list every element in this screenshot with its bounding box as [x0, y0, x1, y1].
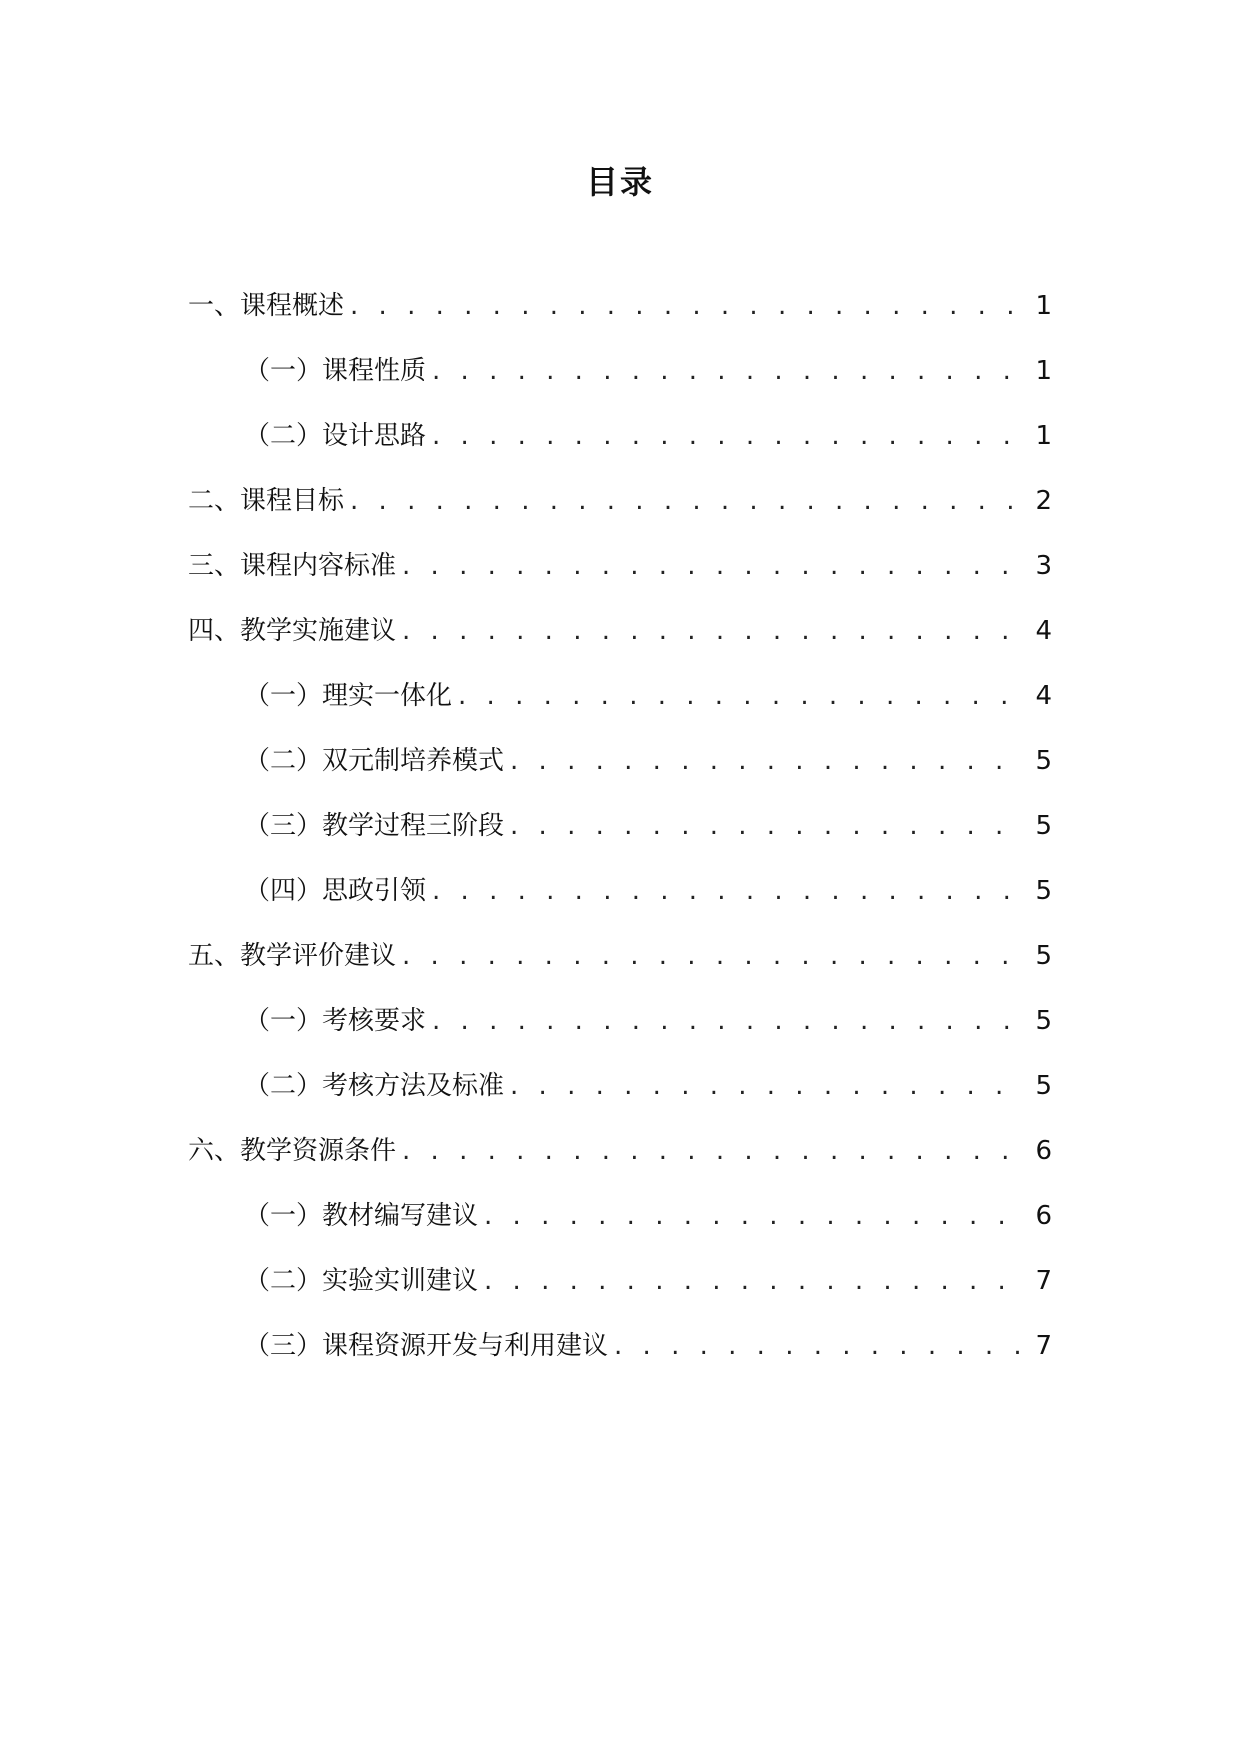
toc-entry[interactable] — [188, 938, 1052, 1003]
toc-page-number: 2 — [1035, 486, 1052, 516]
toc-entry[interactable] — [188, 483, 1052, 548]
toc-entry[interactable] — [188, 613, 1052, 678]
toc-subentry[interactable] — [188, 418, 1052, 483]
toc-subentry[interactable] — [188, 808, 1052, 873]
toc-entry-title: 五、教学评价建议 — [188, 941, 397, 971]
dot-leader — [510, 743, 1022, 779]
toc-subentry[interactable] — [188, 1068, 1052, 1133]
toc-entry[interactable] — [188, 288, 1052, 353]
toc-page-number: 1 — [1035, 291, 1052, 321]
dot-leader — [432, 1003, 1022, 1039]
toc-subentry[interactable] — [188, 1263, 1052, 1328]
toc-subentry[interactable] — [188, 353, 1052, 418]
dot-leader — [458, 678, 1022, 714]
toc-entry-title: 六、教学资源条件 — [188, 1136, 397, 1166]
toc-entry-title: 三、课程内容标准 — [188, 551, 397, 581]
toc-subentry[interactable] — [188, 873, 1052, 938]
dot-leader — [510, 1068, 1022, 1104]
toc-page-number: 5 — [1035, 876, 1052, 906]
dot-leader — [432, 418, 1022, 454]
toc-entry-title: （四）思政引领 — [244, 876, 427, 906]
dot-leader — [350, 483, 1022, 519]
toc-entry-title: 一、课程概述 — [188, 291, 345, 321]
toc-entry-title: （一）考核要求 — [244, 1006, 427, 1036]
toc-entry-title: （二）实验实训建议 — [244, 1266, 479, 1296]
page-title: 目录 — [585, 163, 654, 201]
toc-subentry[interactable] — [188, 1198, 1052, 1263]
toc-page-number: 3 — [1035, 551, 1052, 581]
toc-page-number: 5 — [1035, 941, 1052, 971]
toc-page-number: 4 — [1035, 616, 1052, 646]
dot-leader — [402, 1133, 1022, 1169]
toc-subentry[interactable] — [188, 1003, 1052, 1068]
toc-page-number: 6 — [1035, 1136, 1052, 1166]
toc-page-number: 6 — [1035, 1201, 1052, 1231]
toc-page-number: 5 — [1035, 1071, 1052, 1101]
toc-page-number: 5 — [1035, 811, 1052, 841]
dot-leader — [432, 353, 1022, 389]
dot-leader — [402, 548, 1022, 584]
toc-entry-title: （三）教学过程三阶段 — [244, 811, 505, 841]
toc-entry-title: （一）课程性质 — [244, 356, 427, 386]
dot-leader — [402, 613, 1022, 649]
dot-leader — [614, 1328, 1022, 1364]
dot-leader — [484, 1263, 1022, 1299]
dot-leader — [510, 808, 1022, 844]
toc-page-number: 5 — [1035, 746, 1052, 776]
table-of-contents — [188, 288, 1052, 1393]
toc-entry-title: 二、课程目标 — [188, 486, 345, 516]
toc-page-number: 1 — [1035, 421, 1052, 451]
dot-leader — [350, 288, 1022, 324]
toc-page-number: 7 — [1035, 1266, 1052, 1296]
toc-entry-title: （一）教材编写建议 — [244, 1201, 479, 1231]
dot-leader — [432, 873, 1022, 909]
toc-subentry[interactable] — [188, 1328, 1052, 1393]
toc-entry-title: （二）双元制培养模式 — [244, 746, 505, 776]
toc-page-number: 5 — [1035, 1006, 1052, 1036]
toc-entry[interactable] — [188, 1133, 1052, 1198]
toc-entry-title: （二）设计思路 — [244, 421, 427, 451]
toc-entry-title: （三）课程资源开发与利用建议 — [244, 1331, 609, 1361]
dot-leader — [402, 938, 1022, 974]
toc-page-number: 4 — [1035, 681, 1052, 711]
toc-entry-title: （二）考核方法及标准 — [244, 1071, 505, 1101]
toc-subentry[interactable] — [188, 743, 1052, 808]
dot-leader — [484, 1198, 1022, 1234]
toc-entry[interactable] — [188, 548, 1052, 613]
toc-entry-title: 四、教学实施建议 — [188, 616, 397, 646]
toc-page-number: 1 — [1035, 356, 1052, 386]
toc-subentry[interactable] — [188, 678, 1052, 743]
toc-entry-title: （一）理实一体化 — [244, 681, 453, 711]
toc-page-number: 7 — [1035, 1331, 1052, 1361]
